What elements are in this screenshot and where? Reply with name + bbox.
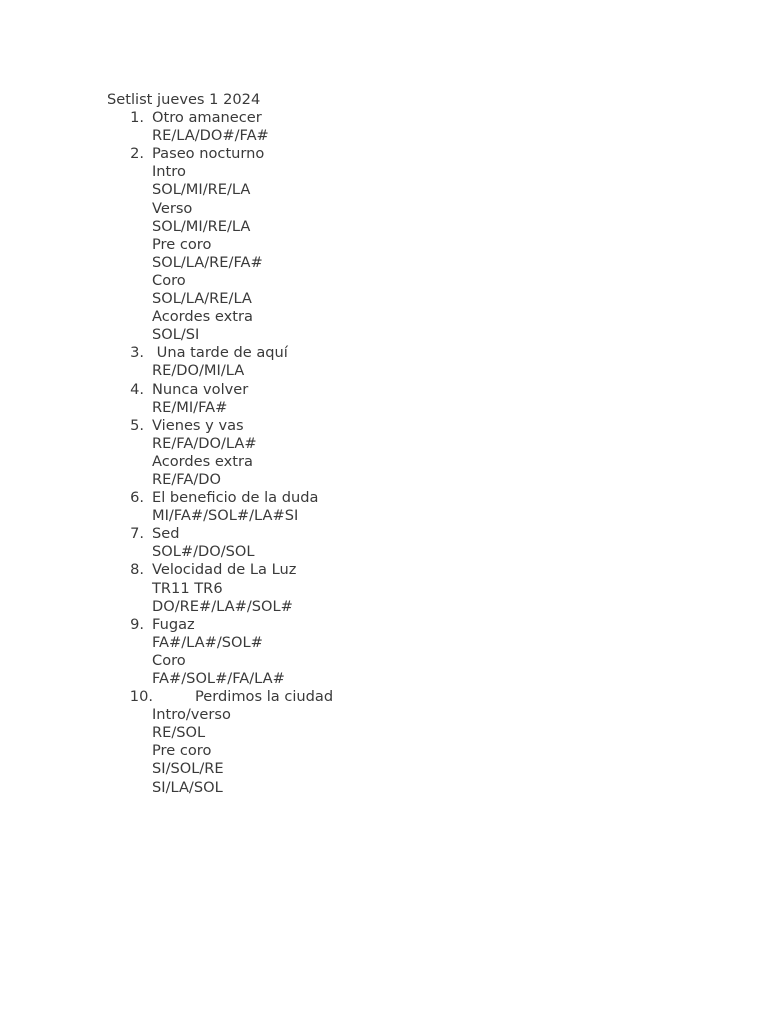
song-title: Fugaz [152,615,195,633]
song-number: 4. [130,380,144,398]
song-item [107,344,667,380]
song-detail-line: DO/RE#/LA#/SOL# [152,597,293,615]
song-detail-line: Coro [152,651,186,669]
song-item [107,145,667,344]
song-number: 3. [130,344,144,362]
song-detail-line: SOL/MI/RE/LA [152,181,251,199]
song-number: 7. [130,525,144,543]
song-title: Paseo nocturno [152,145,265,163]
song-number: 10. [129,688,153,706]
song-detail-line: Coro [152,271,186,289]
song-detail-line: Verso [152,199,193,217]
song-detail-line: SOL/MI/RE/LA [152,217,251,235]
song-number: 2. [130,145,144,163]
song-detail-line: RE/LA/DO#/FA# [152,127,269,145]
song-detail-line: RE/DO/MI/LA [152,362,245,380]
song-detail-line: Pre coro [152,742,212,760]
song-title: Sed [152,525,180,543]
song-item [107,525,667,561]
song-detail-line: SOL/LA/RE/LA [152,290,252,308]
song-detail-line: RE/MI/FA# [152,398,228,416]
song-item [107,616,667,688]
song-item [107,489,667,525]
song-item [107,688,667,797]
song-item [107,109,667,145]
song-detail-line: FA#/LA#/SOL# [152,633,263,651]
song-title: Nunca volver [152,380,249,398]
song-detail-line: SI/SOL/RE [152,760,224,778]
song-detail-line: Intro [152,163,186,181]
song-title: Una tarde de aquí [152,344,288,362]
song-detail-line: Pre coro [152,235,212,253]
song-detail-line: Acordes extra [152,452,253,470]
song-detail-line: SOL#/DO/SOL [152,543,255,561]
song-title: Perdimos la ciudad [195,688,334,706]
song-title: Otro amanecer [152,109,262,127]
song-detail-line: Intro/verso [152,706,231,724]
song-title: Vienes y vas [152,416,244,434]
song-detail-line: SI/LA/SOL [152,778,223,796]
song-detail-line: TR11 TR6 [152,579,223,597]
setlist [107,109,667,797]
song-number: 5. [130,416,144,434]
song-title: Velocidad de La Luz [152,561,297,579]
song-detail-line: SOL/LA/RE/FA# [152,253,263,271]
song-title: El beneficio de la duda [152,489,319,507]
document-title: Setlist jueves 1 2024 [107,91,261,108]
song-item [107,417,667,489]
song-item [107,381,667,417]
song-number: 9. [130,615,144,633]
song-detail-line: RE/FA/DO/LA# [152,434,257,452]
song-item [107,561,667,615]
song-detail-line: FA#/SOL#/FA/LA# [152,670,285,687]
song-detail-line: Acordes extra [152,308,253,326]
song-number: 6. [130,489,144,507]
song-detail-line: SOL/SI [152,326,200,344]
song-detail-line: RE/FA/DO [152,470,221,488]
song-number: 8. [130,561,144,579]
song-detail-line: RE/SOL [152,724,206,742]
song-number: 1. [130,109,144,127]
song-detail-line: MI/FA#/SOL#/LA#SI [152,507,299,525]
